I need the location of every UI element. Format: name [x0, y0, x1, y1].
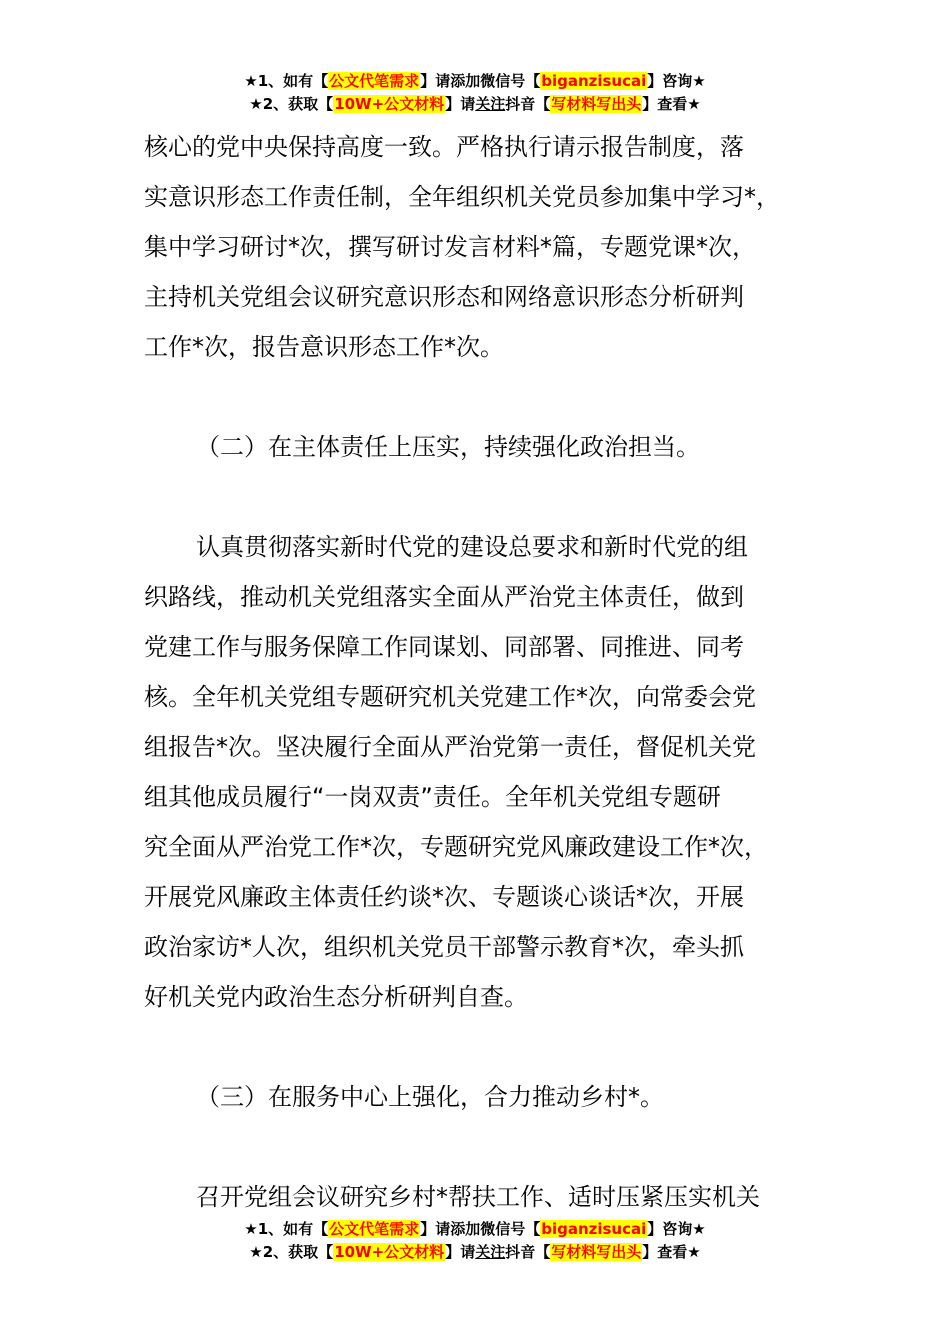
banner-line-1	[0, 1218, 950, 1241]
text-line: 好机关党内政治生态分析研判自查。	[144, 983, 528, 1011]
text-line: 工作*次，报告意识形态工作*次。	[144, 333, 504, 361]
document-body	[144, 122, 834, 1222]
banner-highlight-douyin: 写材料写出头	[551, 95, 642, 113]
banner-text: 】查看★	[642, 95, 701, 113]
banner-highlight-douyin: 写材料写出头	[551, 1243, 642, 1261]
banner-text: 】咨询★	[647, 1220, 706, 1238]
paragraph-3	[144, 1172, 834, 1222]
text-line: 组报告*次。坚决履行全面从严治党第一责任，督促机关党	[144, 733, 756, 761]
banner-text: ★2、获取【	[249, 1243, 334, 1261]
banner-highlight-wechat: biganzisucai	[541, 1220, 647, 1238]
text-line: 认真贯彻落实新时代党的建设总要求和新时代党的组	[196, 533, 748, 561]
banner-highlight: 10W+公文材料	[334, 95, 445, 113]
banner-line-2	[0, 1241, 950, 1264]
header-banner	[0, 70, 950, 116]
banner-text: 】查看★	[642, 1243, 701, 1261]
text-line: 召开党组会议研究乡村*帮扶工作、适时压紧压实机关	[196, 1183, 760, 1211]
text-line: 究全面从严治党工作*次，专题研究党风廉政建设工作*次，	[144, 833, 768, 861]
banner-line-2	[0, 93, 950, 116]
banner-underlined-text: 关注	[475, 1243, 506, 1261]
text-line: 组其他成员履行“一岗双责”责任。全年机关党组专题研	[144, 783, 721, 811]
banner-highlight: 10W+公文材料	[334, 1243, 445, 1261]
banner-highlight-wechat: biganzisucai	[541, 72, 647, 90]
text-line: 核。全年机关党组专题研究机关党建工作*次，向常委会党	[144, 683, 756, 711]
heading-text: （三）在服务中心上强化，合力推动乡村*。	[196, 1083, 664, 1111]
banner-line-1	[0, 70, 950, 93]
footer-banner	[0, 1218, 950, 1264]
banner-highlight: 公文代笔需求	[329, 1220, 420, 1238]
text-line: 核心的党中央保持高度一致。严格执行请示报告制度，落	[144, 133, 744, 161]
paragraph-2	[144, 522, 834, 1022]
heading-text: （二）在主体责任上压实，持续强化政治担当。	[196, 433, 700, 461]
banner-text: ★1、如有【	[244, 1220, 329, 1238]
text-line: 集中学习研讨*次，撰写研讨发言材料*篇，专题党课*次，	[144, 233, 756, 261]
section-heading-3	[144, 1072, 834, 1122]
text-line: 开展党风廉政主体责任约谈*次、专题谈心谈话*次，开展	[144, 883, 744, 911]
text-line: 党建工作与服务保障工作同谋划、同部署、同推进、同考	[144, 633, 744, 661]
text-line: 织路线，推动机关党组落实全面从严治党主体责任，做到	[144, 583, 744, 611]
text-line: 政治家访*人次，组织机关党员干部警示教育*次，牵头抓	[144, 933, 744, 961]
paragraph-1	[144, 122, 834, 372]
text-line: 实意识形态工作责任制，全年组织机关党员参加集中学习*，	[144, 183, 780, 211]
banner-text: ★2、获取【	[249, 95, 334, 113]
banner-text: 】请添加微信号【	[420, 1220, 541, 1238]
banner-text: 抖音【	[505, 1243, 551, 1261]
section-heading-2	[144, 422, 834, 472]
banner-text: 】请添加微信号【	[420, 72, 541, 90]
banner-text: ★1、如有【	[244, 72, 329, 90]
banner-text: 】请	[445, 95, 476, 113]
banner-text: 抖音【	[505, 95, 551, 113]
banner-text: 】请	[445, 1243, 476, 1261]
text-line: 主持机关党组会议研究意识形态和网络意识形态分析研判	[144, 283, 744, 311]
banner-underlined-text: 关注	[475, 95, 506, 113]
banner-highlight: 公文代笔需求	[329, 72, 420, 90]
banner-text: 】咨询★	[647, 72, 706, 90]
